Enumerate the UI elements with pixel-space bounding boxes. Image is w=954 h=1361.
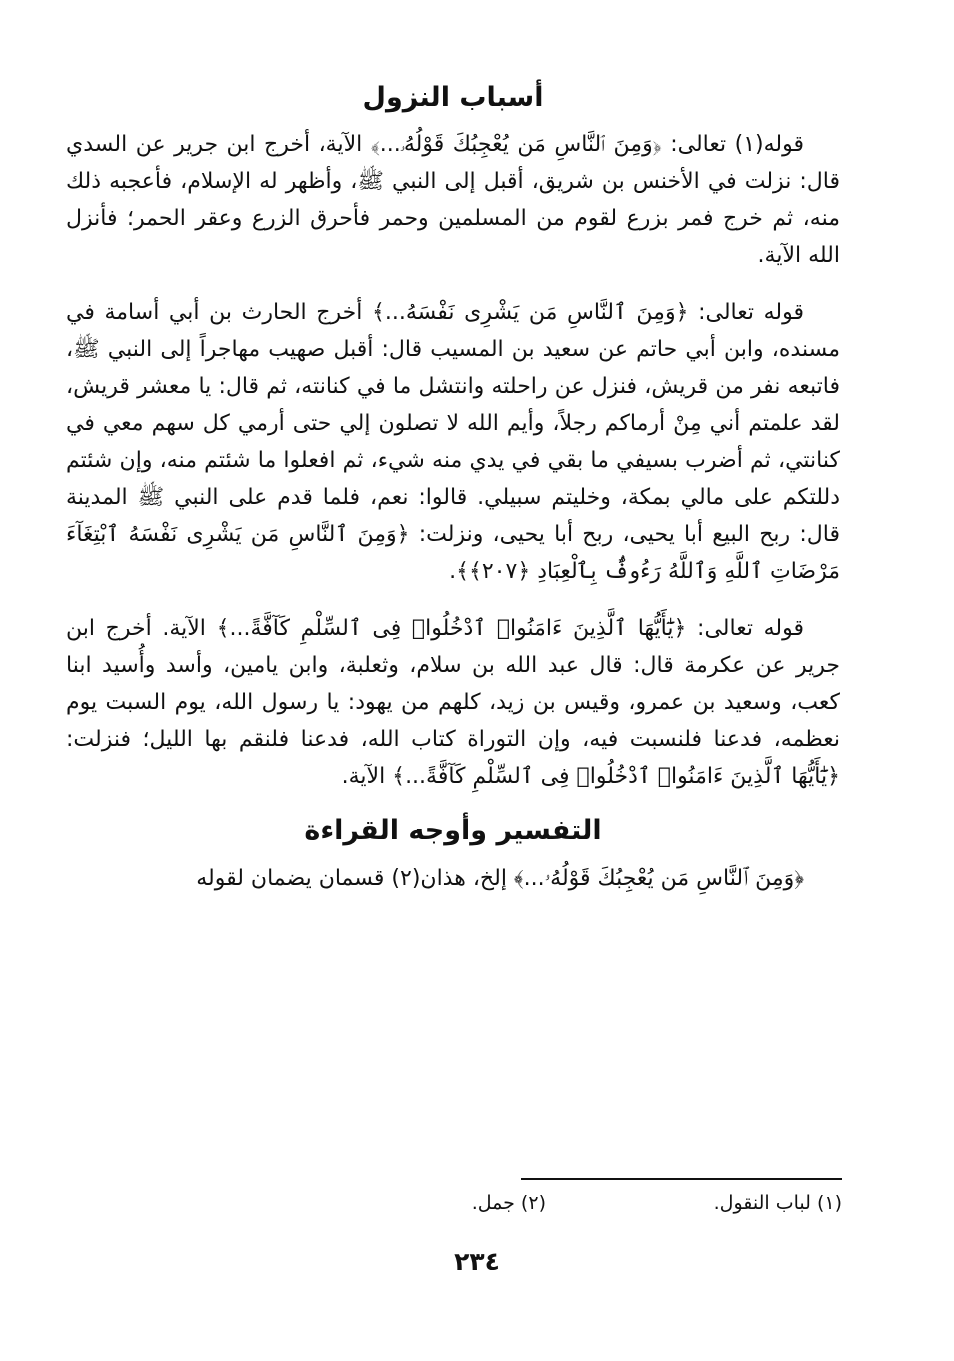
footnotes (250, 1192, 842, 1214)
footnote-divider (521, 1178, 842, 1180)
page-content (66, 76, 840, 897)
page-number: ٢٣٤ (454, 1247, 500, 1276)
paragraph-4: ﴿وَمِنَ ٱلنَّاسِ مَن يُعْجِبُكَ قَوْلُهُۥ...﴾ إلخ، هذان(٢) قسمان يضمان لقوله (196, 865, 804, 891)
footnote-1: (١) لباب النقول. (713, 1192, 842, 1214)
paragraph-3: قوله تعالى: ﴿يَٰٓأَيُّهَا ٱلَّذِينَ ءَامَنُوا۟ ٱدْخُلُوا۟ فِى ٱلسِّلْمِ كَآفَّةً...﴾ الآية. أخرج ابن جرير عن عكرمة قال: قال عبد الله بن سلام، وثعلبة، وابن يامين، وأسد وأُسيد ابنا كعب، وسعيد بن عمرو، وقيس بن زيد، كلهم من يهود: يا رسول الله، يوم السبت يوم نعظمه، فدعنا فلنسبت فيه، وإن التوراة كتاب الله، فدعنا فلنقم بها الليل؛ فنزلت: ﴿يَٰٓأَيُّهَا ٱلَّذِينَ ءَامَنُوا۟ ٱدْخُلُوا۟ فِى ٱلسِّلْمِ كَآفَّةً...﴾ الآية. (66, 616, 840, 790)
page-header-title: أسباب النزول (362, 82, 544, 113)
footnote-2: (٢) جمل. (471, 1192, 546, 1214)
paragraph-2: قوله تعالى: ﴿وَمِنَ ٱلنَّاسِ مَن يَشْرِى نَفْسَهُ...﴾ أخرج الحارث بن أبي أسامة في مسنده، وابن أبي حاتم عن سعيد بن المسيب قال: أقبل صهيب مهاجراً إلى النبي ﷺ، فاتبعه نفر من قريش، فنزل عن راحلته وانتشل ما في كنانته، ثم قال: يا معشر قريش، لقد علمتم أني مِنْ أرماكم رجلاً، وأيم الله لا تصلون إلي حتى أرمي كل سهم معي في كنانتي، ثم أضرب بسيفي ما بقي في يدي منه شيء، ثم افعلوا ما شئتم منه، وإن شئتم دللتكم على مالي بمكة، وخليتم سبيلي. قالوا: نعم، فلما قدم على النبي ﷺ المدينة قال: ربح البيع أبا يحيى، ربح أبا يحيى، ونزلت: ﴿وَمِنَ ٱلنَّاسِ مَن يَشْرِى نَفْسَهُ ٱبْتِغَآءَ مَرْضَاتِ ٱللَّهِ وَٱللَّهُ رَءُوفٌۢ بِٱلْعِبَادِ ﴿٢٠٧﴾﴾. (66, 300, 840, 585)
paragraph-1: قوله(١) تعالى: ﴿وَمِنَ ٱلنَّاسِ مَن يُعْجِبُكَ قَوْلُهُۥ...﴾ الآية، أخرج ابن جرير عن السدي قال: نزلت في الأخنس بن شريق، أقبل إلى النبي ﷺ، وأظهر له الإسلام، فأعجبه ذلك منه، ثم خرج فمر بزرع لقوم من المسلمين وحمر فأحرق الزرع وعقر الحمر؛ فأنزل الله الآية. (66, 132, 840, 269)
section-title: التفسير وأوجه القراءة (304, 815, 602, 847)
